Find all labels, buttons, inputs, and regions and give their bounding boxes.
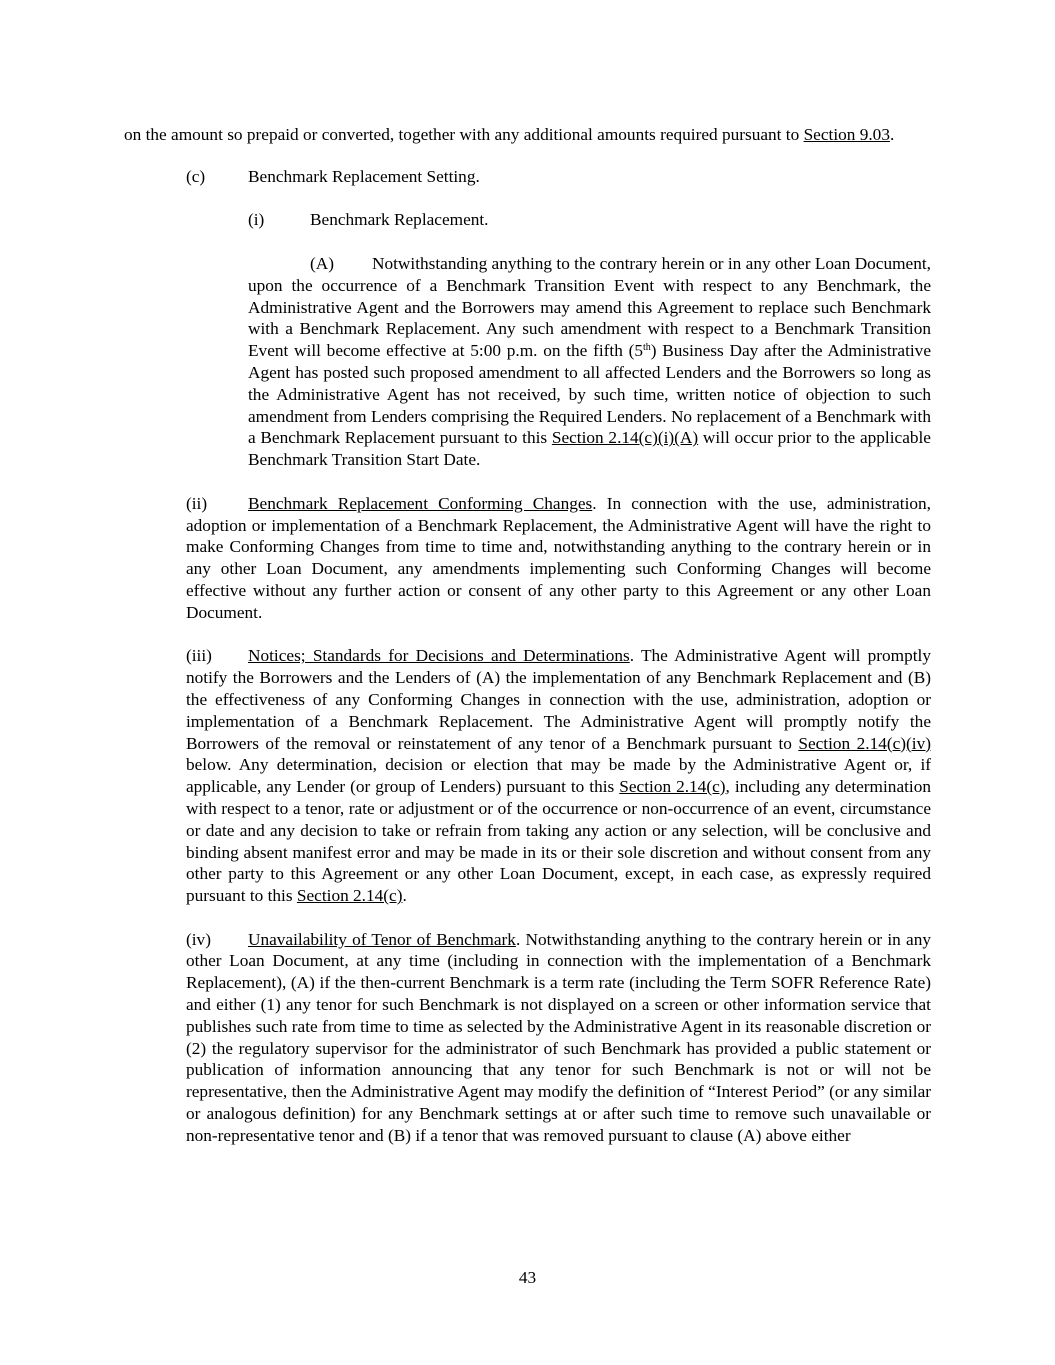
paragraph-iii: (iii) Notices; Standards for Decisions and Determinations. The Administrative Agent will promptly notify the Borrowers and the Lenders of (A) the implementation of any Benchmark Replacement and (B) the effectiveness of any Conforming Changes in connection with the use, administration, adoption or implementation of a Benchmark Replacement. The Administrative Agent will promptly notify the Borrowers of the removal or reinstatement of any tenor of a Benchmark pursuant to Section 2.14(c)(iv) below. Any determination, decision or election that may be made by the Administrative Agent or, if applicable, any Lender (or group of Lenders) pursuant to this Section 2.14(c), including any determination with respect to a tenor, rate or adjustment or of the occurrence or non-occurrence of an event, circumstance or date and any decision to take or refrain from taking any action or any selection, will be conclusive and binding absent manifest error and may be made in its or their sole discretion and without consent from any other party to this Agreement or any other Loan Document, except, in each case, as expressly required pursuant to this Section 2.14(c). [186, 646, 931, 906]
section-reference: Section 9.03 [803, 125, 890, 144]
clause-heading: Unavailability of Tenor of Benchmark [248, 929, 516, 949]
clause-label: (iv) [186, 929, 211, 949]
paragraph-ii: (ii) Benchmark Replacement Conforming Changes. In connection with the use, administration, adoption or implementation of a Benchmark Replacement, the Administrative Agent will have the right to make Conforming Changes from time to time and, notwithstanding anything to the contrary herein or in any other Loan Document, any amendments implementing such Conforming Changes will become effective without any further action or consent of any other party to this Agreement or any other Loan Document. [186, 493, 931, 622]
clause-title: Benchmark Replacement Setting. [248, 166, 480, 186]
heading-c [186, 166, 931, 188]
section-reference: Section 2.14(c) [619, 777, 726, 797]
clause-label: (i) [248, 210, 265, 230]
page-number: 43 [518, 1268, 537, 1287]
section-reference: Section 2.14(c)(i)(A) [551, 428, 699, 448]
document-page [124, 124, 931, 1147]
clause-title: Benchmark Replacement. [310, 210, 489, 230]
section-reference: Section 2.14(c) [296, 886, 403, 906]
clause-label: (ii) [186, 493, 208, 513]
clause-label: (c) [186, 166, 206, 186]
paragraph-A: (A) Notwithstanding anything to the contrary herein or in any other Loan Document, upon the occurrence of a Benchmark Transition Event with respect to any Benchmark, the Administrative Agent and the Borrowers may amend this Agreement to replace such Benchmark with a Benchmark Replacement. Any such amendment with respect to a Benchmark Transition Event will become effective at 5:00 p.m. on the fifth (5th) Business Day after the Administrative Agent has posted such proposed amendment to all affected Lenders and the Borrowers so long as the Administrative Agent has not received, by such time, written notice of objection to such amendment from Lenders comprising the Required Lenders. No replacement of a Benchmark with a Benchmark Replacement pursuant to this Section 2.14(c)(i)(A) will occur prior to the applicable Benchmark Transition Start Date. [248, 253, 931, 470]
clause-label: (iii) [186, 646, 212, 666]
clause-label: (A) [310, 253, 334, 273]
section-reference: Section 2.14(c)(iv) [798, 733, 931, 753]
clause-heading: Notices; Standards for Decisions and Determinations [248, 646, 630, 666]
clause-heading: Benchmark Replacement Conforming Changes [248, 493, 593, 513]
heading-i [248, 209, 931, 231]
paragraph-continuation: on the amount so prepaid or converted, together with any additional amounts required pursuant to Section 9.03. [124, 125, 895, 144]
paragraph-iv: (iv) Unavailability of Tenor of Benchmark. Notwithstanding anything to the contrary herein or in any other Loan Document, at any time (including in connection with the implementation of a Benchmark Replacement), (A) if the then-current Benchmark is a term rate (including the Term SOFR Reference Rate) and either (1) any tenor for such Benchmark is not displayed on a screen or other information service that publishes such rate from time to time as selected by the Administrative Agent in its reasonable discretion or (2) the regulatory supervisor for the administrator of such Benchmark has provided a public statement or publication of information announcing that any tenor for such Benchmark is not or will not be representative, then the Administrative Agent may modify the definition of “Interest Period” (or any similar or analogous definition) for any Benchmark settings at or after such time to remove such unavailable or non-representative tenor and (B) if a tenor that was removed pursuant to clause (A) above either [186, 929, 931, 1145]
